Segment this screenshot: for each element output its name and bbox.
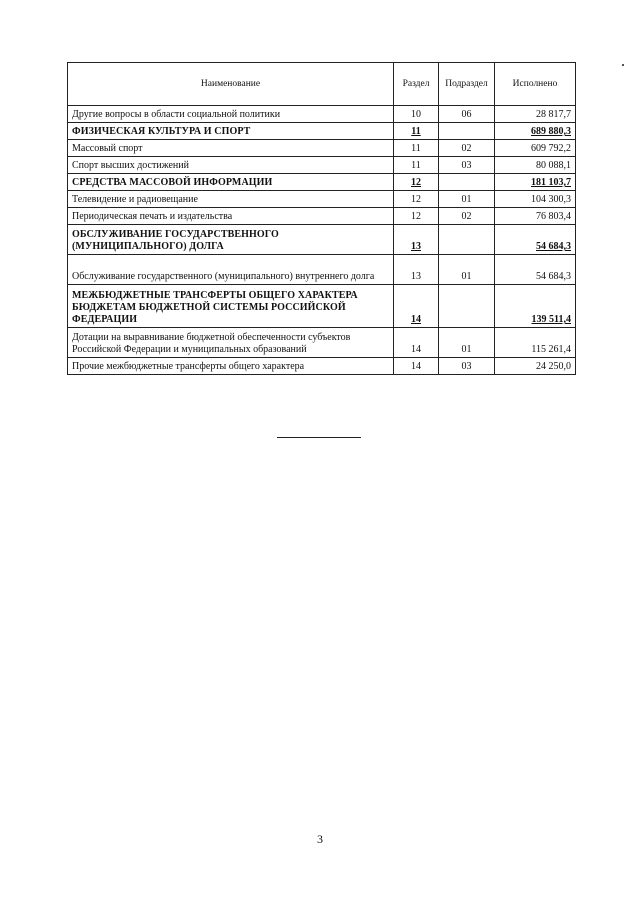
- row-name: Дотации на выравнивание бюджетной обеспеченности субъектов Российской Федерации и муниципальных образований: [68, 328, 394, 358]
- row-executed: 80 088,1: [495, 157, 576, 174]
- row-section: 11: [394, 140, 439, 157]
- table-row: [68, 140, 576, 157]
- table-row: [68, 328, 576, 358]
- row-section: 11: [394, 123, 439, 140]
- row-executed: 54 684,3: [495, 225, 576, 255]
- row-section: 12: [394, 208, 439, 225]
- page-number: 3: [317, 832, 323, 846]
- header-subsection: Подраздел: [439, 63, 495, 106]
- row-subsection: 03: [439, 157, 495, 174]
- table-row-section-total: [68, 225, 576, 255]
- row-subsection: 06: [439, 106, 495, 123]
- row-name: Прочие межбюджетные трансферты общего характера: [68, 358, 394, 375]
- scan-speck: [622, 64, 624, 66]
- row-executed: 181 103,7: [495, 174, 576, 191]
- row-executed: 24 250,0: [495, 358, 576, 375]
- row-subsection: 02: [439, 208, 495, 225]
- table-row-section-total: [68, 285, 576, 328]
- row-subsection: [439, 174, 495, 191]
- row-name: ОБСЛУЖИВАНИЕ ГОСУДАРСТВЕННОГО (МУНИЦИПАЛЬНОГО) ДОЛГА: [68, 225, 394, 255]
- row-subsection: 01: [439, 255, 495, 285]
- header-executed: Исполнено: [495, 63, 576, 106]
- row-name: ФИЗИЧЕСКАЯ КУЛЬТУРА И СПОРТ: [68, 123, 394, 140]
- row-section: 11: [394, 157, 439, 174]
- row-subsection: [439, 123, 495, 140]
- table-row: [68, 191, 576, 208]
- row-subsection: 03: [439, 358, 495, 375]
- row-name: Периодическая печать и издательства: [68, 208, 394, 225]
- row-subsection: 01: [439, 328, 495, 358]
- row-section: 13: [394, 225, 439, 255]
- row-subsection: [439, 225, 495, 255]
- row-section: 10: [394, 106, 439, 123]
- row-name: Телевидение и радиовещание: [68, 191, 394, 208]
- row-section: 14: [394, 358, 439, 375]
- row-name: Массовый спорт: [68, 140, 394, 157]
- header-section: Раздел: [394, 63, 439, 106]
- row-section: 12: [394, 174, 439, 191]
- table-row: [68, 255, 576, 285]
- table-row: [68, 157, 576, 174]
- row-name: Другие вопросы в области социальной политики: [68, 106, 394, 123]
- row-executed: 115 261,4: [495, 328, 576, 358]
- row-section: 14: [394, 285, 439, 328]
- row-executed: 609 792,2: [495, 140, 576, 157]
- row-executed: 104 300,3: [495, 191, 576, 208]
- row-executed: 28 817,7: [495, 106, 576, 123]
- row-subsection: 01: [439, 191, 495, 208]
- row-name: МЕЖБЮДЖЕТНЫЕ ТРАНСФЕРТЫ ОБЩЕГО ХАРАКТЕРА БЮДЖЕТАМ БЮДЖЕТНОЙ СИСТЕМЫ РОССИЙСКОЙ ФЕДЕРАЦИИ: [68, 285, 394, 328]
- row-executed: 76 803,4: [495, 208, 576, 225]
- row-name: Обслуживание государственного (муниципального) внутреннего долга: [68, 255, 394, 285]
- row-subsection: [439, 285, 495, 328]
- row-subsection: 02: [439, 140, 495, 157]
- budget-execution-table: [67, 62, 576, 375]
- table-row: [68, 358, 576, 375]
- row-executed: 54 684,3: [495, 255, 576, 285]
- row-executed: 139 511,4: [495, 285, 576, 328]
- header-name: Наименование: [68, 63, 394, 106]
- row-section: 12: [394, 191, 439, 208]
- table-row: [68, 208, 576, 225]
- row-section: 13: [394, 255, 439, 285]
- row-name: Спорт высших достижений: [68, 157, 394, 174]
- table-row-section-total: [68, 123, 576, 140]
- table-row-section-total: [68, 174, 576, 191]
- table-header-row: [68, 63, 576, 106]
- separator-line: [277, 437, 361, 438]
- row-name: СРЕДСТВА МАССОВОЙ ИНФОРМАЦИИ: [68, 174, 394, 191]
- table-row: [68, 106, 576, 123]
- row-executed: 689 880,3: [495, 123, 576, 140]
- row-section: 14: [394, 328, 439, 358]
